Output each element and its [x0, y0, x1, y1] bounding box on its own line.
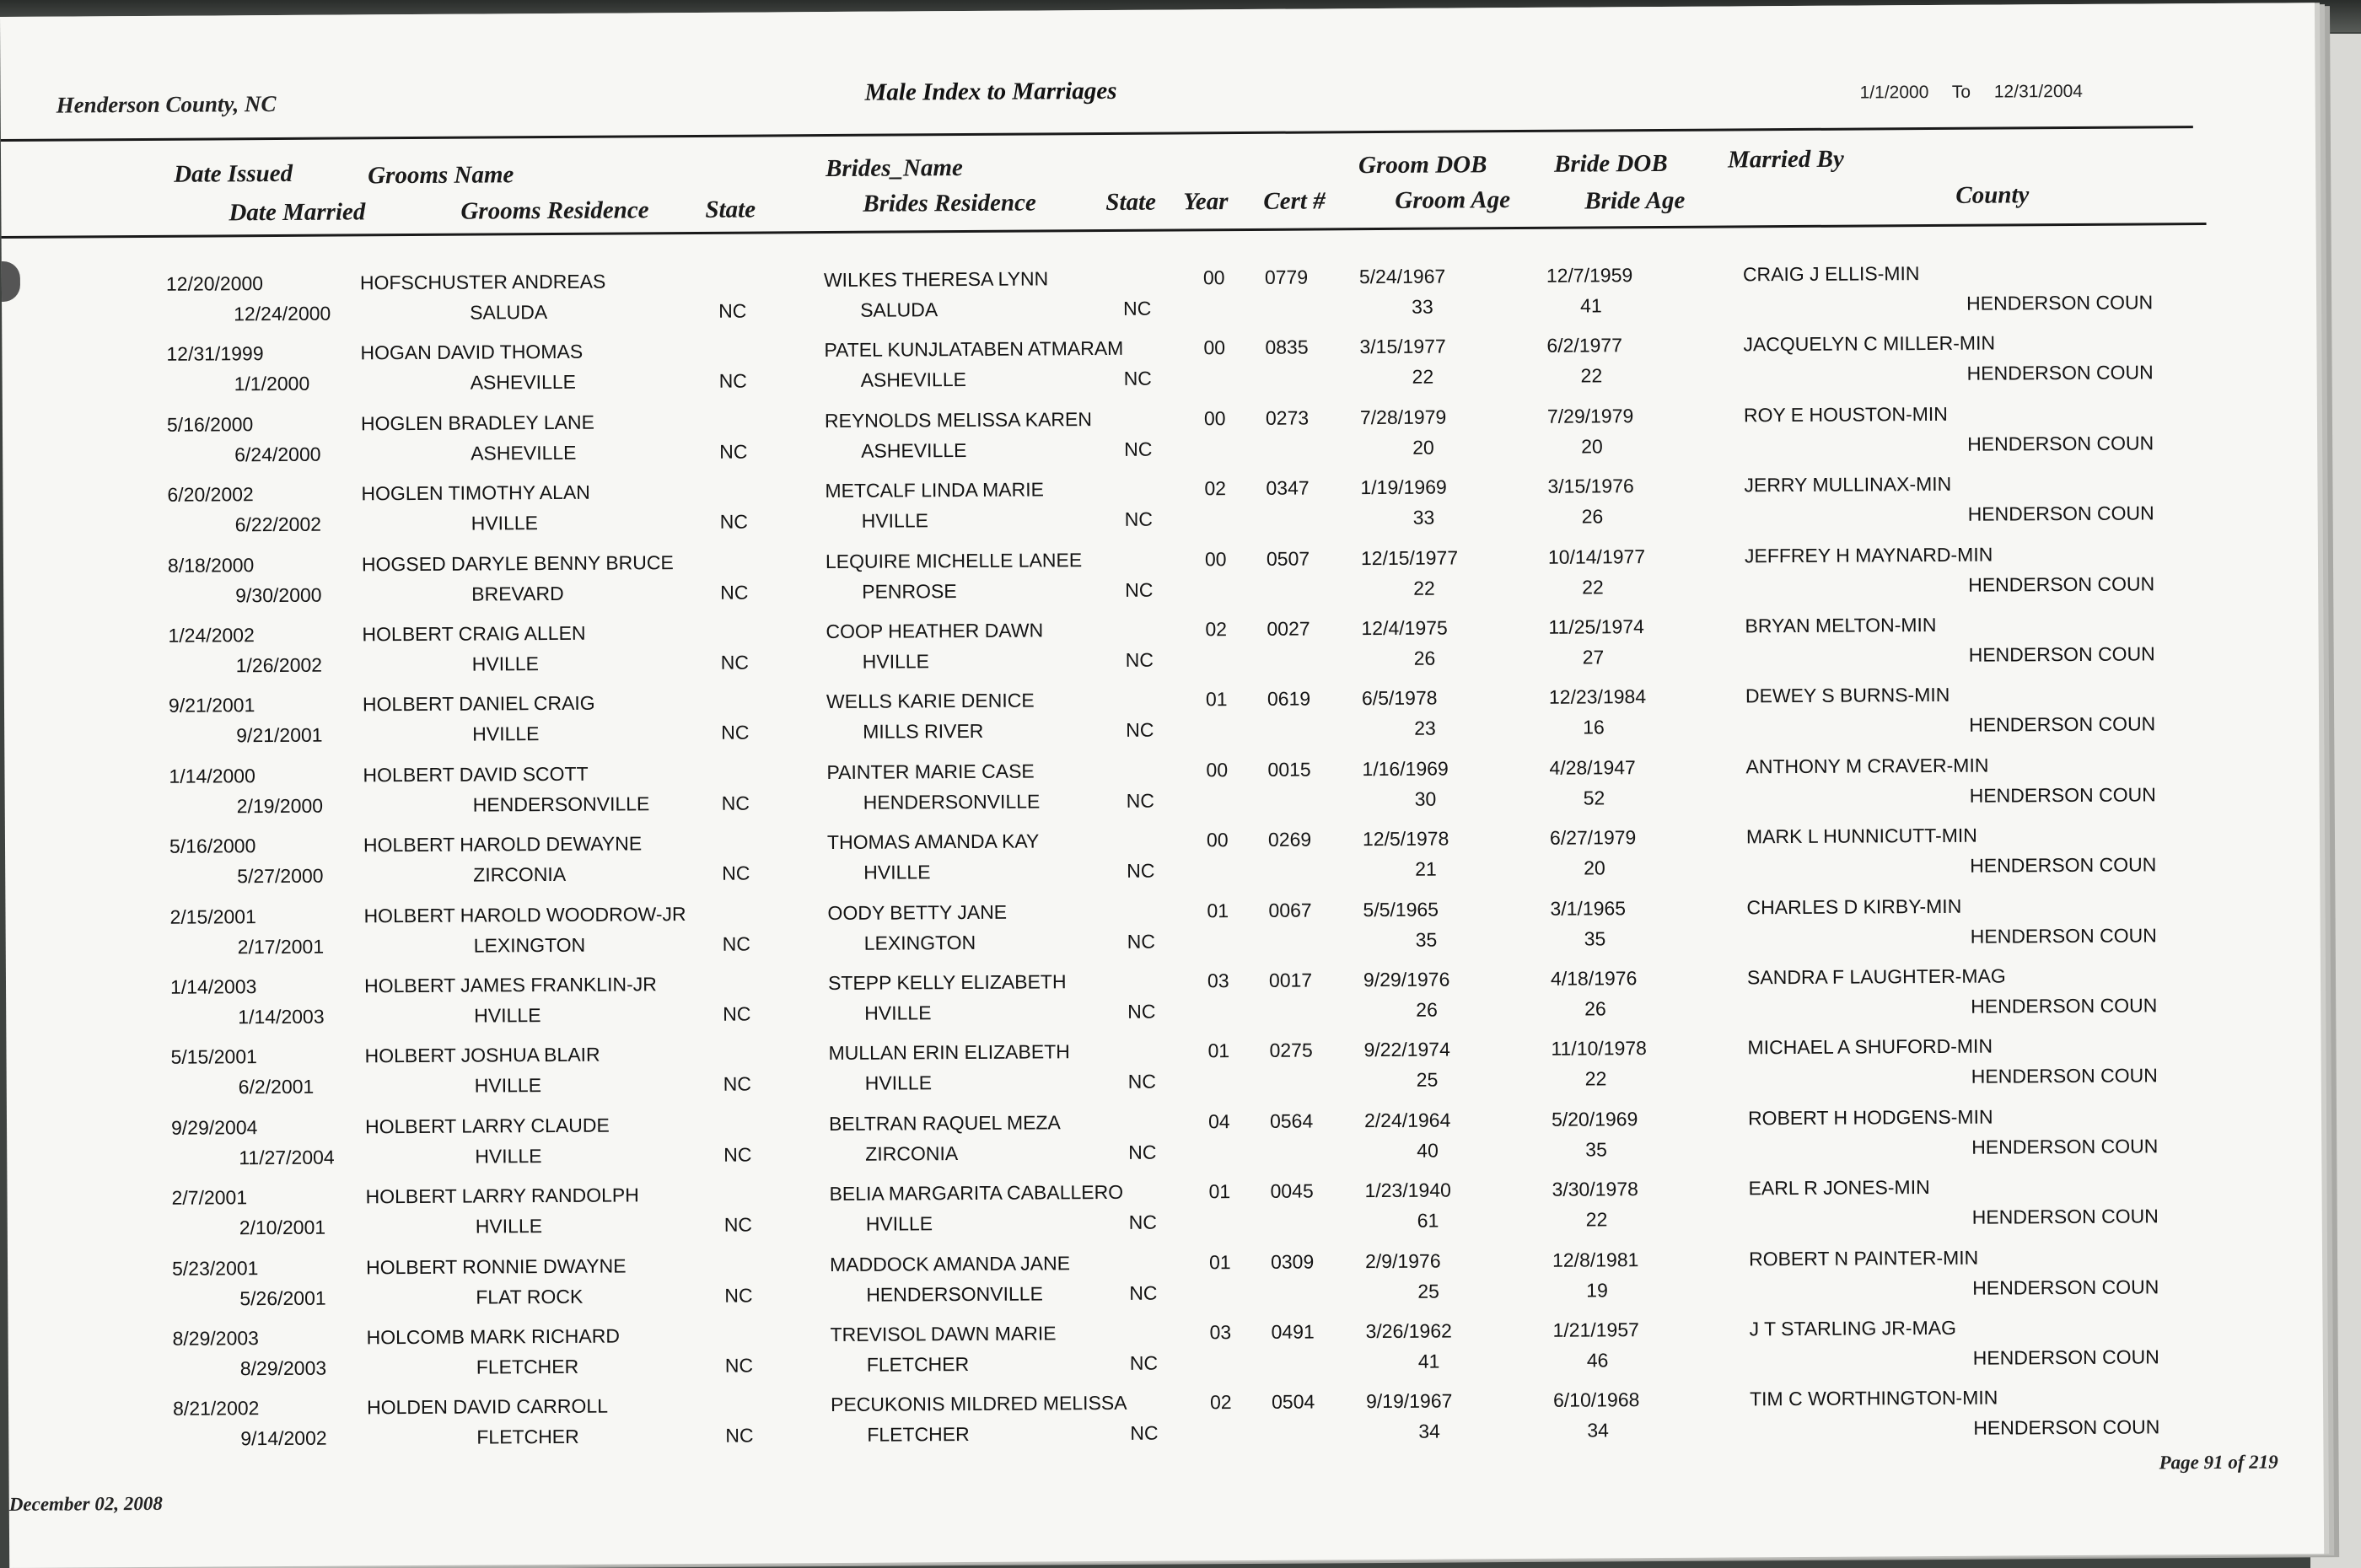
bride-age: 34 — [1587, 1419, 1609, 1442]
bride-age: 16 — [1583, 716, 1605, 738]
bride-residence: HENDERSONVILLE — [863, 790, 1041, 814]
date-issued: 12/31/1999 — [166, 342, 264, 366]
bride-dob: 3/1/1965 — [1550, 896, 1627, 920]
record-year: 01 — [1208, 1180, 1231, 1203]
record-year: 02 — [1209, 1391, 1232, 1414]
groom-state: NC — [720, 581, 749, 604]
groom-dob: 9/19/1967 — [1365, 1389, 1453, 1413]
bride-residence: HVILLE — [865, 1212, 933, 1235]
groom-age: 25 — [1416, 1068, 1439, 1092]
cert-number: 0491 — [1271, 1320, 1315, 1343]
bride-residence: HVILLE — [863, 861, 931, 883]
page-title: Male Index to Marriages — [864, 77, 1117, 106]
bride-state: NC — [1127, 1071, 1157, 1093]
cert-number: 0619 — [1267, 687, 1311, 711]
bride-residence: HVILLE — [864, 1001, 932, 1024]
married-by: MICHAEL A SHUFORD-MIN — [1747, 1034, 1993, 1059]
date-issued: 8/29/2003 — [172, 1327, 259, 1350]
bride-residence: HVILLE — [862, 650, 930, 673]
groom-dob: 9/29/1976 — [1363, 968, 1450, 991]
date-range — [1860, 82, 2102, 104]
groom-dob: 7/28/1979 — [1359, 405, 1447, 428]
bride-state: NC — [1127, 859, 1155, 883]
bride-state: NC — [1127, 1000, 1156, 1023]
groom-name: HOGLEN TIMOTHY ALAN — [361, 481, 590, 505]
bride-residence: ASHEVILLE — [861, 438, 967, 462]
bride-state: NC — [1129, 1281, 1158, 1304]
groom-name: HOGLEN BRADLEY LANE — [360, 411, 594, 435]
bride-name: STEPP KELLY ELIZABETH — [827, 970, 1067, 995]
married-by: JERRY MULLINAX-MIN — [1744, 473, 1952, 497]
groom-dob: 12/5/1978 — [1362, 827, 1449, 851]
bride-residence: FLETCHER — [867, 1423, 970, 1447]
date-married: 6/2/2001 — [238, 1076, 315, 1098]
date-married: 11/27/2004 — [239, 1146, 335, 1169]
date-issued: 9/21/2001 — [168, 694, 255, 717]
col-bride-age: Bride Age — [1584, 186, 1686, 215]
groom-residence: HENDERSONVILLE — [472, 792, 650, 816]
groom-name: HOGAN DAVID THOMAS — [360, 341, 584, 364]
bride-dob: 7/29/1979 — [1546, 404, 1634, 427]
date-married: 2/17/2001 — [237, 935, 325, 958]
date-married: 1/1/2000 — [234, 373, 310, 395]
county-name: HENDERSON COUN — [1970, 853, 2157, 877]
bride-age: 22 — [1580, 364, 1603, 387]
groom-residence: ASHEVILLE — [471, 441, 577, 464]
bride-dob: 6/27/1979 — [1549, 826, 1637, 849]
date-issued: 8/21/2002 — [173, 1397, 260, 1420]
groom-age: 26 — [1413, 647, 1436, 669]
bride-age: 35 — [1584, 926, 1606, 950]
groom-dob: 3/15/1977 — [1359, 335, 1446, 358]
bride-name: WILKES THERESA LYNN — [823, 267, 1049, 292]
date-married: 12/24/2000 — [234, 302, 331, 325]
bride-age: 52 — [1583, 787, 1605, 809]
groom-age: 26 — [1416, 998, 1438, 1021]
bride-dob: 3/15/1976 — [1547, 475, 1634, 497]
groom-dob: 5/24/1967 — [1358, 265, 1446, 288]
bride-age: 20 — [1584, 856, 1605, 879]
bride-state: NC — [1128, 1141, 1157, 1163]
date-married: 9/14/2002 — [240, 1427, 327, 1450]
county-name: HENDERSON COUN — [1971, 1135, 2159, 1158]
groom-name: HOLBERT RONNIE DWAYNE — [365, 1254, 627, 1278]
record-year: 00 — [1203, 336, 1226, 359]
groom-age: 35 — [1415, 928, 1438, 951]
groom-age: 61 — [1417, 1209, 1439, 1232]
bride-name: PATEL KUNJLATABEN ATMARAM — [824, 337, 1124, 362]
date-issued: 1/14/2000 — [169, 764, 255, 787]
bride-age: 20 — [1581, 435, 1603, 458]
cert-number: 0347 — [1266, 476, 1310, 500]
bride-state: NC — [1130, 1422, 1159, 1445]
married-by: J T STARLING JR-MAG — [1749, 1316, 1956, 1340]
groom-name: HOLBERT HAROLD DEWAYNE — [363, 832, 643, 856]
col-groom-dob: Groom DOB — [1358, 151, 1487, 180]
county-name: HENDERSON COUN — [1972, 1275, 2159, 1299]
date-married: 6/24/2000 — [234, 443, 321, 466]
cert-number: 0835 — [1265, 336, 1309, 359]
county-name: HENDERSON COUN — [1968, 642, 2155, 666]
groom-residence: BREVARD — [471, 582, 564, 605]
col-groom-age: Groom Age — [1395, 186, 1511, 214]
date-married: 1/26/2002 — [235, 653, 323, 677]
groom-state: NC — [723, 1002, 751, 1025]
cert-number: 0027 — [1267, 617, 1310, 640]
col-county: County — [1955, 181, 2030, 209]
county-name: HENDERSON COUN — [1969, 712, 2156, 737]
married-by: JEFFREY H MAYNARD-MIN — [1744, 543, 1993, 567]
groom-state: NC — [723, 1143, 752, 1166]
date-issued: 8/18/2000 — [167, 553, 255, 577]
bride-dob: 11/10/1978 — [1551, 1037, 1647, 1061]
bride-state: NC — [1127, 930, 1156, 953]
col-grooms-residence: Grooms Residence — [460, 196, 649, 225]
record-year: 04 — [1207, 1109, 1230, 1133]
groom-state: NC — [723, 1072, 752, 1096]
bride-age: 26 — [1581, 505, 1604, 528]
groom-state: NC — [722, 862, 750, 884]
county-name: HENDERSON COUN — [1971, 1205, 2159, 1228]
bride-name: METCALF LINDA MARIE — [825, 478, 1044, 502]
county-name: HENDERSON COUN — [1967, 502, 2154, 525]
groom-dob: 12/15/1977 — [1360, 546, 1459, 569]
groom-age: 33 — [1412, 295, 1433, 318]
date-married: 5/27/2000 — [237, 864, 324, 888]
groom-residence: HVILLE — [471, 652, 540, 675]
date-issued: 9/29/2004 — [170, 1115, 258, 1139]
record-year: 03 — [1207, 969, 1229, 992]
bride-age: 22 — [1582, 575, 1604, 599]
bride-state: NC — [1129, 1351, 1159, 1374]
bride-residence: PENROSE — [862, 579, 957, 603]
date-issued: 12/20/2000 — [165, 272, 264, 295]
groom-state: NC — [720, 651, 750, 674]
footer-page-number: Page 91 of 219 — [2159, 1451, 2278, 1474]
groom-residence: HVILLE — [475, 1215, 543, 1238]
bride-dob: 3/30/1978 — [1552, 1178, 1638, 1200]
groom-residence: SALUDA — [470, 301, 548, 324]
bride-residence: HVILLE — [861, 509, 929, 532]
groom-age: 34 — [1418, 1420, 1440, 1443]
bride-name: PECUKONIS MILDRED MELISSA — [830, 1392, 1127, 1416]
date-issued: 6/20/2002 — [167, 483, 254, 506]
groom-residence: HVILLE — [472, 722, 540, 745]
groom-state: NC — [721, 721, 750, 744]
groom-name: HOLBERT HAROLD WOODROW-JR — [363, 902, 686, 926]
cert-number: 0275 — [1269, 1039, 1313, 1062]
bride-age: 19 — [1586, 1278, 1608, 1302]
bride-residence: ASHEVILLE — [860, 368, 967, 392]
date-married: 8/29/2003 — [239, 1356, 327, 1380]
date-issued: 5/16/2000 — [166, 412, 254, 436]
groom-age: 22 — [1412, 366, 1434, 389]
county-heading: Henderson County, NC — [56, 91, 277, 118]
groom-dob: 12/4/1975 — [1361, 616, 1448, 640]
bride-name: BELIA MARGARITA CABALLERO — [829, 1181, 1124, 1206]
groom-dob: 5/5/1965 — [1363, 898, 1439, 921]
married-by: DEWEY S BURNS-MIN — [1745, 684, 1950, 707]
bride-state: NC — [1125, 648, 1154, 671]
record-year: 00 — [1203, 406, 1226, 430]
groom-dob: 2/24/1964 — [1363, 1109, 1451, 1131]
header-rule-top — [1, 126, 2193, 142]
bride-age: 27 — [1582, 646, 1605, 669]
groom-name: HOLBERT JOSHUA BLAIR — [364, 1044, 600, 1067]
married-by: CRAIG J ELLIS-MIN — [1742, 262, 1920, 286]
bride-dob: 11/25/1974 — [1548, 615, 1644, 638]
record-year: 01 — [1207, 899, 1229, 921]
date-married: 2/19/2000 — [236, 794, 324, 818]
record-year: 01 — [1205, 688, 1228, 711]
bride-name: OODY BETTY JANE — [827, 900, 1008, 924]
bride-name: MULLAN ERIN ELIZABETH — [828, 1040, 1070, 1065]
groom-state: NC — [725, 1424, 754, 1447]
groom-dob: 2/9/1976 — [1364, 1249, 1441, 1272]
groom-state: NC — [719, 440, 748, 463]
cert-number: 0564 — [1269, 1109, 1314, 1132]
cert-number: 0067 — [1268, 899, 1312, 921]
cert-number: 0779 — [1264, 266, 1309, 288]
groom-age: 21 — [1415, 857, 1437, 880]
bride-age: 41 — [1580, 294, 1602, 317]
record-year: 03 — [1209, 1321, 1232, 1344]
bride-name: BELTRAN RAQUEL MEZA — [828, 1111, 1061, 1135]
married-by: MARK L HUNNICUTT-MIN — [1745, 824, 1977, 848]
married-by: SANDRA F LAUGHTER-MAG — [1746, 964, 2006, 989]
groom-residence: FLETCHER — [476, 1426, 579, 1448]
bride-age: 46 — [1586, 1349, 1609, 1372]
cert-number: 0017 — [1268, 969, 1313, 991]
groom-state: NC — [724, 1354, 754, 1377]
bride-dob: 12/23/1984 — [1548, 685, 1647, 709]
cert-number: 0015 — [1267, 758, 1311, 781]
county-name: HENDERSON COUN — [1971, 1064, 2158, 1088]
date-issued: 1/24/2002 — [168, 624, 255, 647]
groom-residence: ASHEVILLE — [470, 371, 577, 394]
groom-dob: 3/26/1962 — [1365, 1319, 1452, 1343]
bride-name: TREVISOL DAWN MARIE — [830, 1322, 1057, 1346]
bride-state: NC — [1123, 368, 1152, 390]
bride-residence: SALUDA — [860, 298, 938, 321]
married-by: JACQUELYN C MILLER-MIN — [1743, 331, 1996, 356]
bride-residence: HENDERSONVILLE — [866, 1282, 1043, 1306]
groom-age: 33 — [1412, 506, 1435, 529]
county-name: HENDERSON COUN — [1970, 923, 2157, 948]
cert-number: 0273 — [1265, 406, 1310, 429]
bride-dob: 4/28/1947 — [1549, 755, 1636, 779]
bride-age: 35 — [1585, 1138, 1607, 1161]
date-married: 5/26/2001 — [239, 1286, 326, 1309]
record-year: 00 — [1202, 266, 1225, 289]
married-by: TIM C WORTHINGTON-MIN — [1749, 1386, 1998, 1410]
groom-age: 40 — [1417, 1139, 1439, 1162]
bride-state: NC — [1125, 578, 1154, 601]
bride-name: PAINTER MARIE CASE — [826, 760, 1035, 783]
bride-dob: 6/10/1968 — [1552, 1388, 1640, 1412]
married-by: ROBERT H HODGENS-MIN — [1747, 1105, 1993, 1130]
groom-residence: HVILLE — [475, 1144, 542, 1168]
groom-age: 22 — [1413, 577, 1435, 599]
col-bride-dob: Bride DOB — [1554, 149, 1668, 178]
married-by: ROY E HOUSTON-MIN — [1743, 402, 1948, 427]
groom-state: NC — [722, 932, 751, 955]
groom-name: HOFSCHUSTER ANDREAS — [359, 270, 606, 294]
bride-age: 22 — [1584, 1067, 1607, 1090]
date-issued: 2/15/2001 — [169, 905, 256, 928]
bride-state: NC — [1126, 789, 1155, 812]
bride-name: REYNOLDS MELISSA KAREN — [824, 407, 1093, 432]
record-year: 00 — [1204, 547, 1227, 570]
bride-residence: LEXINGTON — [863, 931, 976, 954]
table-row — [8, 1385, 2285, 1469]
cert-number: 0309 — [1270, 1250, 1315, 1273]
record-year: 01 — [1207, 1039, 1230, 1062]
index-page — [0, 3, 2324, 1568]
groom-state: NC — [719, 510, 748, 533]
groom-name: HOLBERT LARRY RANDOLPH — [365, 1184, 639, 1208]
bride-dob: 4/18/1976 — [1550, 967, 1638, 990]
county-name: HENDERSON COUN — [1969, 783, 2156, 807]
groom-name: HOLBERT CRAIG ALLEN — [362, 621, 586, 646]
groom-age: 25 — [1417, 1280, 1439, 1302]
col-brides-residence: Brides Residence — [863, 189, 1036, 217]
date-married: 9/21/2001 — [236, 724, 323, 747]
bride-residence: FLETCHER — [866, 1353, 970, 1376]
cert-number: 0507 — [1266, 547, 1310, 570]
col-married-by: Married By — [1727, 145, 1844, 174]
bride-dob: 12/7/1959 — [1546, 264, 1633, 287]
married-by: ANTHONY M CRAVER-MIN — [1745, 754, 1989, 778]
bride-name: LEQUIRE MICHELLE LANEE — [825, 548, 1083, 572]
date-issued: 5/23/2001 — [171, 1256, 259, 1280]
groom-state: NC — [723, 1213, 753, 1236]
groom-residence: HVILLE — [474, 1004, 541, 1027]
bride-age: 26 — [1584, 997, 1606, 1020]
date-issued: 5/16/2000 — [169, 835, 256, 857]
bride-residence: ZIRCONIA — [865, 1141, 959, 1165]
groom-state: NC — [721, 792, 750, 814]
bride-state: NC — [1128, 1211, 1158, 1234]
county-name: HENDERSON COUN — [1968, 572, 2155, 596]
groom-residence: HVILLE — [471, 512, 539, 534]
county-name: HENDERSON COUN — [1966, 361, 2154, 385]
groom-age: 23 — [1414, 717, 1436, 740]
date-married: 6/22/2002 — [234, 513, 322, 536]
col-groom-state: State — [705, 196, 756, 223]
county-name: HENDERSON COUN — [1966, 291, 2154, 314]
groom-state: NC — [718, 369, 747, 393]
date-married: 2/10/2001 — [239, 1216, 326, 1239]
bride-state: NC — [1124, 507, 1153, 531]
date-married: 1/14/2003 — [238, 1005, 325, 1028]
range-to: To — [1951, 82, 1971, 102]
bride-state: NC — [1123, 297, 1152, 320]
county-name: HENDERSON COUN — [1973, 1415, 2160, 1440]
date-married: 9/30/2000 — [235, 583, 322, 606]
col-bride-state: State — [1105, 188, 1157, 216]
bride-state: NC — [1126, 719, 1154, 742]
groom-name: HOGSED DARYLE BENNY BRUCE — [361, 550, 674, 575]
groom-residence: HVILLE — [474, 1074, 542, 1097]
groom-name: HOLBERT JAMES FRANKLIN-JR — [363, 973, 657, 997]
groom-residence: ZIRCONIA — [473, 863, 567, 886]
bride-name: WELLS KARIE DENICE — [826, 689, 1035, 713]
bride-dob: 1/21/1957 — [1552, 1318, 1639, 1341]
groom-dob: 1/16/1969 — [1362, 757, 1449, 780]
married-by: BRYAN MELTON-MIN — [1745, 613, 1937, 637]
groom-age: 20 — [1412, 436, 1434, 459]
groom-dob: 9/22/1974 — [1363, 1038, 1450, 1061]
bride-name: COOP HEATHER DAWN — [826, 619, 1044, 643]
bride-dob: 6/2/1977 — [1546, 334, 1623, 357]
bride-state: NC — [1124, 438, 1153, 460]
range-start: 1/1/2000 — [1859, 83, 1929, 103]
bride-name: MADDOCK AMANDA JANE — [829, 1251, 1071, 1275]
county-name: HENDERSON COUN — [1967, 432, 2154, 455]
bride-dob: 12/8/1981 — [1552, 1248, 1639, 1271]
bride-dob: 5/20/1969 — [1551, 1107, 1638, 1130]
groom-dob: 1/19/1969 — [1360, 475, 1447, 499]
record-year: 02 — [1205, 618, 1228, 641]
groom-name: HOLBERT LARRY CLAUDE — [364, 1114, 610, 1138]
col-date-issued: Date Issued — [174, 159, 293, 188]
cert-number: 0504 — [1271, 1390, 1315, 1414]
groom-name: HOLDEN DAVID CARROLL — [367, 1395, 609, 1419]
footer-date: December 02, 2008 — [8, 1492, 163, 1515]
bride-residence: MILLS RIVER — [863, 720, 984, 744]
date-issued: 2/7/2001 — [171, 1186, 248, 1209]
groom-age: 41 — [1417, 1350, 1440, 1372]
groom-dob: 6/5/1978 — [1361, 686, 1438, 710]
col-grooms-name: Grooms Name — [368, 161, 514, 190]
groom-name: HOLBERT DANIEL CRAIG — [362, 692, 595, 716]
groom-residence: LEXINGTON — [473, 933, 586, 957]
groom-dob: 1/23/1940 — [1364, 1179, 1451, 1202]
bride-dob: 10/14/1977 — [1547, 545, 1646, 568]
cert-number: 0269 — [1267, 828, 1312, 851]
col-date-married: Date Married — [229, 198, 366, 227]
range-end: 12/31/2004 — [1993, 81, 2084, 102]
groom-age: 30 — [1414, 787, 1437, 810]
col-year: Year — [1183, 188, 1229, 216]
groom-residence: FLETCHER — [476, 1355, 579, 1378]
county-name: HENDERSON COUN — [1971, 994, 2158, 1018]
groom-state: NC — [724, 1284, 753, 1307]
groom-state: NC — [718, 299, 747, 322]
record-year: 01 — [1208, 1250, 1231, 1273]
bride-age: 22 — [1585, 1208, 1608, 1231]
groom-name: HOLBERT DAVID SCOTT — [363, 762, 589, 787]
col-cert: Cert # — [1263, 187, 1326, 215]
record-year: 00 — [1206, 829, 1229, 851]
record-year: 00 — [1206, 758, 1229, 781]
married-by: EARL R JONES-MIN — [1748, 1176, 1930, 1200]
bride-name: THOMAS AMANDA KAY — [826, 830, 1040, 854]
married-by: ROBERT N PAINTER-MIN — [1748, 1246, 1979, 1270]
date-issued: 5/15/2001 — [170, 1045, 257, 1069]
bride-residence: HVILLE — [864, 1071, 933, 1095]
col-brides-name: Brides_Name — [826, 154, 963, 183]
married-by: CHARLES D KIRBY-MIN — [1746, 894, 1962, 918]
cert-number: 0045 — [1270, 1179, 1314, 1203]
county-name: HENDERSON COUN — [1972, 1345, 2159, 1369]
record-year: 02 — [1204, 477, 1227, 500]
groom-residence: FLAT ROCK — [476, 1285, 584, 1308]
groom-name: HOLCOMB MARK RICHARD — [366, 1324, 620, 1349]
date-issued: 1/14/2003 — [169, 975, 257, 998]
